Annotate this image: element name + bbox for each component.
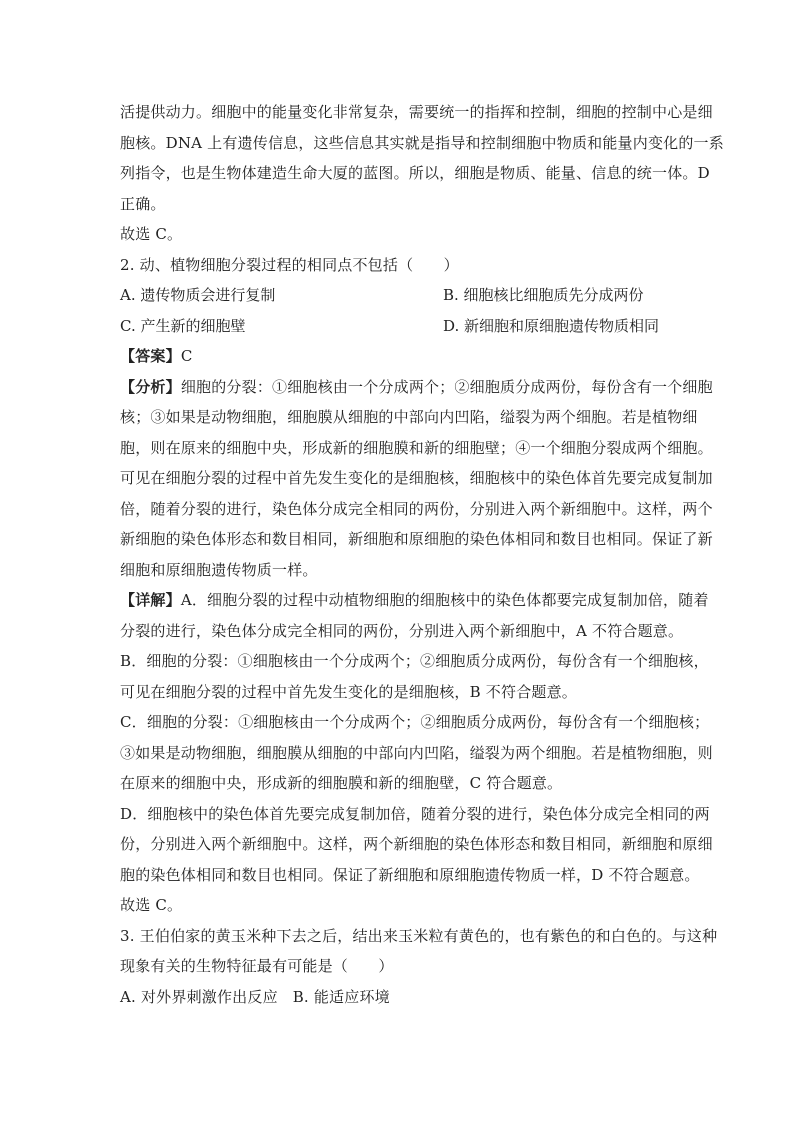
text-line: 可见在细胞分裂的过程中首先发生变化的是细胞核，B 不符合题意。: [120, 682, 577, 701]
detail-first-line: [120, 585, 709, 616]
text-line: 份，分别进入两个新细胞中。这样，两个新细胞的染色体形态和数目相同，新细胞和原细: [120, 835, 713, 853]
option-b: B. 细胞核比细胞质先分成两份: [443, 286, 644, 304]
answer-value: C: [180, 347, 193, 365]
text-line: 倍，随着分裂的进行，染色体分成完全相同的两份，分别进入两个新细胞中。这样，两个: [120, 499, 713, 518]
text-line: 新细胞的染色体形态和数目相同，新细胞和原细胞的染色体相同和数目也相同。保证了新: [120, 530, 713, 548]
text-line: 列指令，也是生物体建造生命大厦的蓝图。所以，细胞是物质、能量、信息的统一体。D: [120, 164, 710, 182]
analysis-section: [120, 372, 713, 586]
text-line: 胞，则在原来的细胞中央，形成新的细胞膜和新的细胞壁；④一个细胞分裂成两个细胞。: [120, 438, 713, 457]
text-line: D．细胞核中的染色体首先要完成复制加倍，随着分裂的进行，染色体分成完全相同的两: [120, 804, 710, 823]
document-body: [120, 97, 724, 1012]
text-line: ③如果是动物细胞，细胞膜从细胞的中部向内凹陷，缢裂为两个细胞。若是植物细胞，则: [120, 743, 713, 762]
question-2: [120, 250, 713, 921]
question-stem: 2. 动、植物细胞分裂过程的相同点不包括（ ）: [120, 255, 459, 274]
analysis-first-line: [120, 372, 713, 403]
question-stem: 现象有关的生物特征最有可能是（ ）: [120, 957, 394, 975]
text-line: C．细胞的分裂：①细胞核由一个分成两个；②细胞质分成两份，每份含有一个细胞核；: [120, 713, 710, 731]
text-line: 在原来的细胞中央，形成新的细胞膜和新的细胞壁，C 符合题意。: [120, 774, 563, 792]
options-row: [120, 280, 680, 311]
text-line: 分裂的进行，染色体分成完全相同的两份，分别进入两个新细胞中，A 不符合题意。: [120, 621, 684, 640]
question-3: [120, 921, 718, 1013]
analysis-label: 【分析】: [120, 377, 181, 396]
answer-line: [120, 341, 680, 372]
text-line: B．细胞的分裂：①细胞核由一个分成两个；②细胞质分成两份，每份含有一个细胞核，: [120, 652, 709, 670]
option-d: D. 新细胞和原细胞遗传物质相同: [443, 316, 660, 335]
conclusion-line: 故选 C。: [120, 896, 183, 914]
options-row: [120, 982, 680, 1013]
text-line: 胞的染色体相同和数目也相同。保证了新细胞和原细胞遗传物质一样，D 不符合题意。: [120, 865, 700, 884]
detail-label: 【详解】: [120, 591, 181, 609]
text-line: 可见在细胞分裂的过程中首先发生变化的是细胞核，细胞核中的染色体首先要完成复制加: [120, 469, 713, 487]
text-line: 核；③如果是动物细胞，细胞膜从细胞的中部向内凹陷，缢裂为两个细胞。若是植物细: [120, 408, 698, 426]
option-a: A. 遗传物质会进行复制: [120, 286, 276, 304]
question-stem: 3. 王伯伯家的黄玉米种下去之后，结出来玉米粒有黄色的，也有紫色的和白色的。与这种: [120, 926, 718, 945]
option-b: B. 能适应环境: [292, 987, 390, 1006]
option-a: A. 对外界刺激作出反应: [120, 987, 278, 1006]
conclusion-line: 故选 C。: [120, 225, 183, 243]
analysis-text: 细胞的分裂：①细胞核由一个分成两个；②细胞质分成两份，每份含有一个细胞: [180, 377, 713, 396]
options-row: [120, 311, 680, 342]
continued-explanation: [120, 97, 724, 250]
detail-text: A．细胞分裂的过程中动植物细胞的细胞核中的染色体都要完成复制加倍，随着: [180, 591, 709, 609]
answer-label: 【答案】: [120, 347, 181, 365]
option-c: C. 产生新的细胞壁: [120, 316, 246, 335]
text-line: 细胞和原细胞遗传物质一样。: [120, 560, 318, 579]
text-line: 正确。: [120, 194, 166, 213]
text-line: 活提供动力。细胞中的能量变化非常复杂，需要统一的指挥和控制，细胞的控制中心是细: [120, 103, 713, 121]
detail-section: [120, 585, 713, 890]
text-line: 胞核。DNA 上有遗传信息，这些信息其实就是指导和控制细胞中物质和能量内变化的一系: [120, 133, 724, 152]
